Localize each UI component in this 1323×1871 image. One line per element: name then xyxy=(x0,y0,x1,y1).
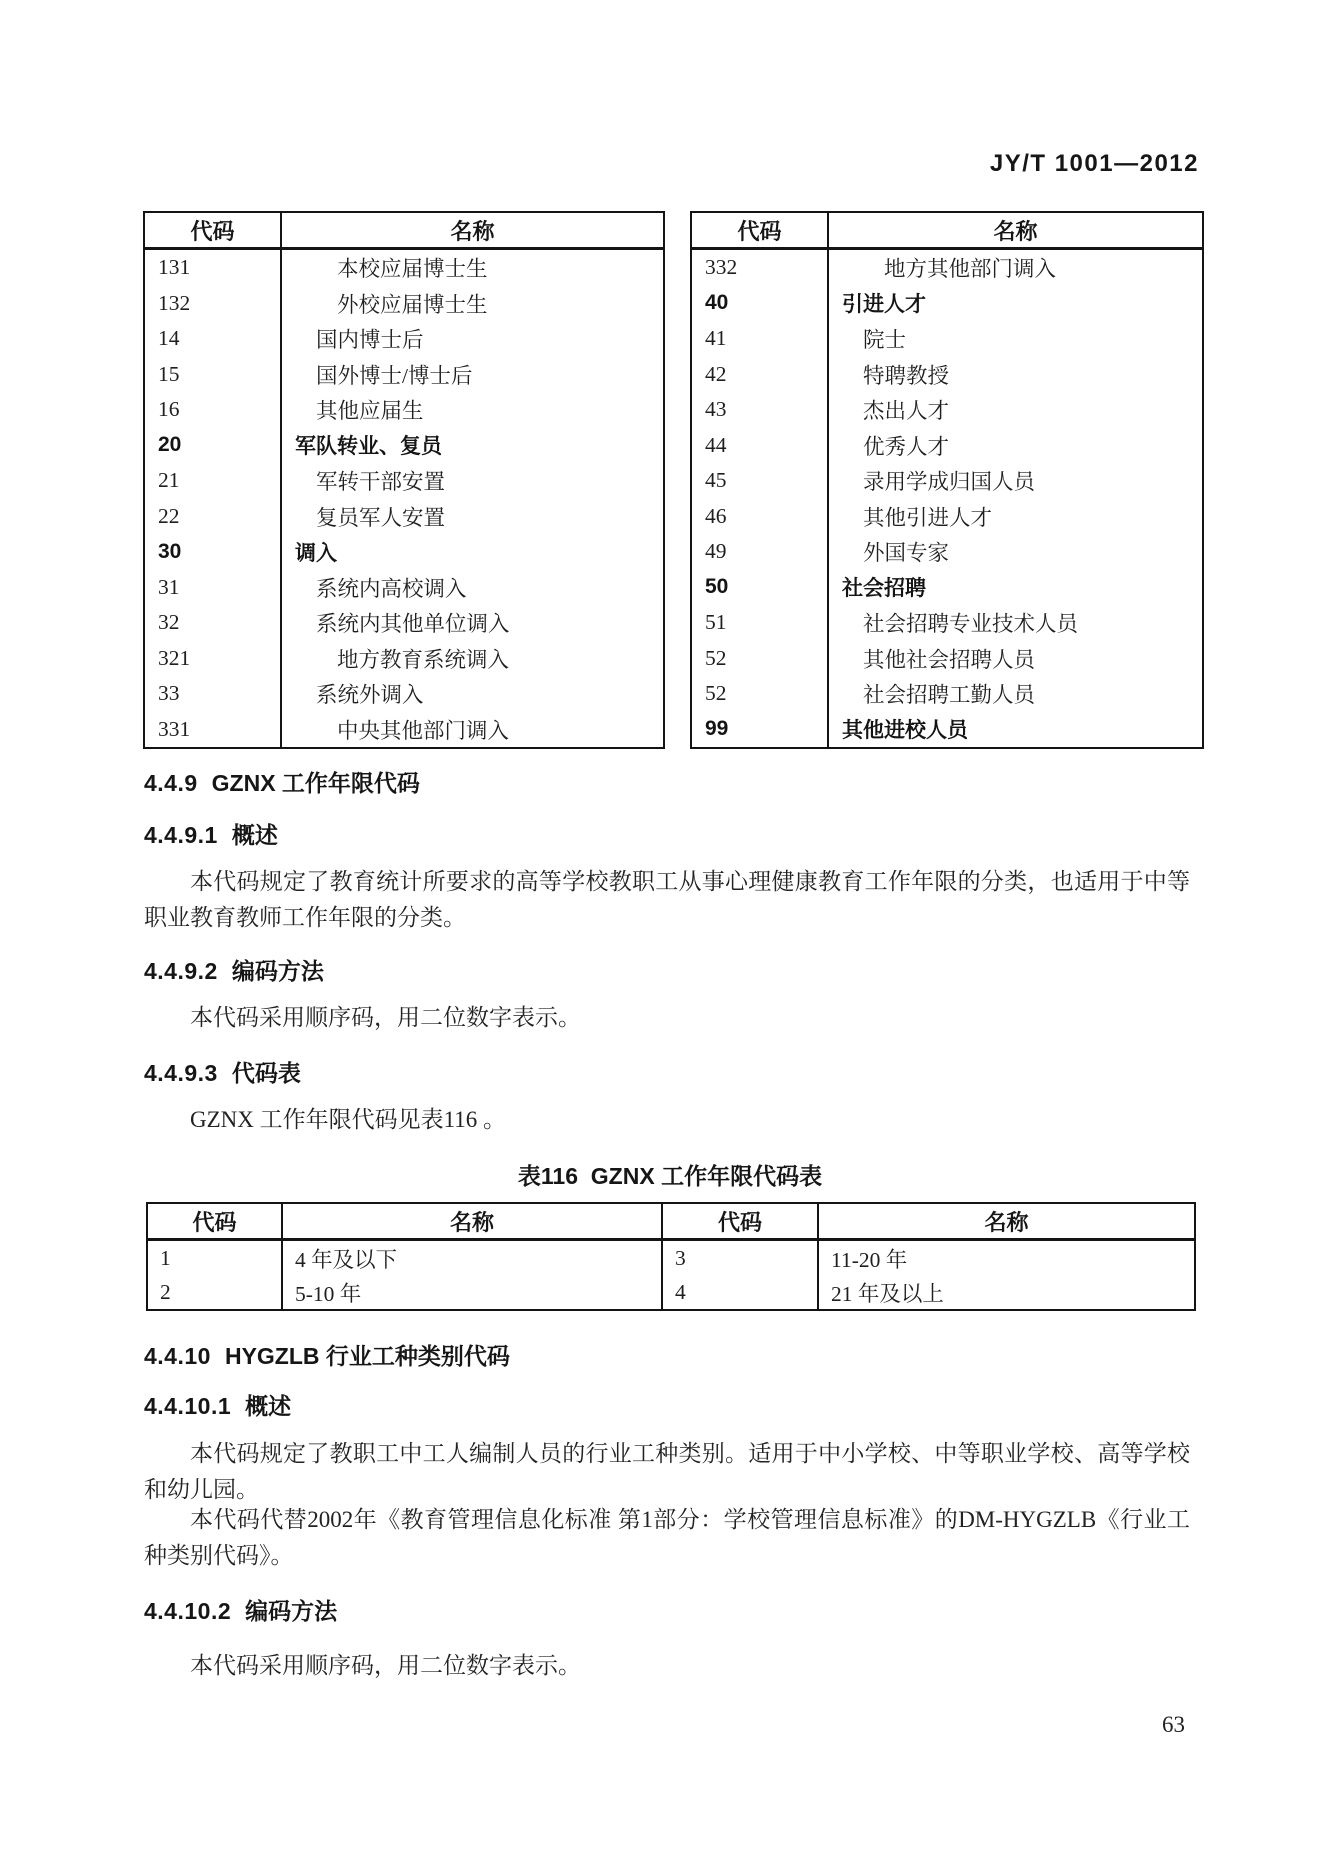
name-cell: 中央其他部门调入 xyxy=(337,718,510,743)
section-heading-4-4-10 xyxy=(144,1341,510,1371)
code-cell: 2 xyxy=(148,1275,283,1309)
name-cell: 21 年及以上 xyxy=(831,1281,944,1306)
name-cell: 特聘教授 xyxy=(863,363,950,388)
code-cell: 16 xyxy=(145,392,282,428)
table-row xyxy=(145,428,663,464)
name-cell: 军队转业、复员 xyxy=(295,435,442,459)
section-number: 4.4.9.3 xyxy=(144,1060,218,1086)
section-title: 代码表 xyxy=(231,1060,301,1086)
section-title: 编码方法 xyxy=(245,1598,338,1624)
name-cell: 其他引进人才 xyxy=(863,505,993,530)
code-cell: 21 xyxy=(145,463,282,499)
column-header-code: 代码 xyxy=(148,1204,283,1238)
section-number: 4.4.10.1 xyxy=(144,1393,232,1419)
section-heading-4-4-10-2 xyxy=(144,1596,337,1626)
code-cell: 321 xyxy=(145,641,282,677)
section-number: 4.4.9 xyxy=(144,770,198,796)
code-cell: 332 xyxy=(692,250,829,286)
section-number: 4.4.9.1 xyxy=(144,822,218,848)
table-row xyxy=(148,1275,1194,1309)
table-row xyxy=(145,321,663,357)
table-row xyxy=(692,641,1202,677)
name-cell: 国外博士/博士后 xyxy=(316,363,473,388)
section-title: HYGZLB 行业工种类别代码 xyxy=(224,1343,510,1369)
name-cell: 4 年及以下 xyxy=(283,1241,663,1275)
section-title: 编码方法 xyxy=(231,958,324,984)
name-cell: 系统内其他单位调入 xyxy=(316,612,510,637)
code-cell: 44 xyxy=(692,428,829,464)
section-heading-4-4-9 xyxy=(144,768,420,798)
table-row xyxy=(145,605,663,641)
code-cell: 132 xyxy=(145,286,282,322)
table-row xyxy=(145,641,663,677)
section-heading-4-4-9-2 xyxy=(144,956,324,986)
section-number: 4.4.9.2 xyxy=(144,958,218,984)
code-cell: 131 xyxy=(145,250,282,286)
name-cell: 国内博士后 xyxy=(316,328,424,353)
code-cell: 43 xyxy=(692,392,829,428)
code-cell: 49 xyxy=(692,534,829,570)
standard-number: JY/T 1001—2012 xyxy=(989,150,1199,177)
table-row xyxy=(692,392,1202,428)
name-cell: 其他应届生 xyxy=(316,399,424,424)
table-row xyxy=(145,286,663,322)
table-row xyxy=(692,605,1202,641)
name-cell: 系统内高校调入 xyxy=(316,576,467,601)
code-tables xyxy=(143,211,1204,749)
name-cell: 外国专家 xyxy=(863,541,950,566)
code-cell: 41 xyxy=(692,321,829,357)
table-caption-label: 表116 xyxy=(517,1163,579,1189)
section-title: 概述 xyxy=(245,1393,292,1419)
name-cell: 11-20 年 xyxy=(831,1247,908,1272)
column-header-name: 名称 xyxy=(283,1204,663,1238)
name-cell: 系统外调入 xyxy=(316,683,424,708)
code-cell: 46 xyxy=(692,499,829,535)
table-row xyxy=(692,357,1202,393)
paragraph-overview-gznx: 本代码规定了教育统计所要求的高等学校教职工从事心理健康教育工作年限的分类，也适用于中等职业教育教师工作年限的分类。 xyxy=(144,869,1190,930)
table-row xyxy=(145,712,663,748)
code-cell: 1 xyxy=(148,1241,283,1275)
name-cell: 地方教育系统调入 xyxy=(337,647,510,672)
page-number: 63 xyxy=(1162,1712,1185,1737)
code-cell: 45 xyxy=(692,463,829,499)
table-116-caption xyxy=(144,1158,1196,1191)
name-cell: 复员军人安置 xyxy=(316,505,446,530)
table-row xyxy=(692,463,1202,499)
name-cell: 其他进校人员 xyxy=(842,719,968,743)
table-116 xyxy=(146,1202,1196,1311)
name-cell: 调入 xyxy=(295,541,337,565)
code-cell: 52 xyxy=(692,641,829,677)
table-row xyxy=(145,534,663,570)
code-table-right xyxy=(690,211,1204,749)
name-cell: 社会招聘 xyxy=(842,577,926,601)
section-number: 4.4.10.2 xyxy=(144,1598,232,1624)
code-cell: 30 xyxy=(145,534,282,570)
table-row xyxy=(692,676,1202,712)
table-row xyxy=(145,463,663,499)
paragraph-coding-method-hygzlb: 本代码采用顺序码，用二位数字表示。 xyxy=(190,1653,581,1678)
code-cell: 3 xyxy=(663,1241,819,1275)
code-cell: 20 xyxy=(145,428,282,464)
table-header-row xyxy=(145,213,663,250)
code-cell: 50 xyxy=(692,570,829,606)
table-row xyxy=(692,499,1202,535)
code-cell: 99 xyxy=(692,712,829,748)
code-cell: 52 xyxy=(692,676,829,712)
table-row xyxy=(145,250,663,286)
name-cell: 引进人才 xyxy=(842,293,926,317)
section-title: GZNX 工作年限代码 xyxy=(211,770,420,796)
paragraph-overview-hygzlb-1: 本代码规定了教职工中工人编制人员的行业工种类别。适用于中小学校、中等职业学校、高等学校和幼儿园。 xyxy=(144,1441,1190,1502)
table-body xyxy=(692,250,1202,747)
table-row xyxy=(145,392,663,428)
table-row xyxy=(692,250,1202,286)
column-header-name: 名称 xyxy=(984,1209,1029,1235)
table-row xyxy=(692,428,1202,464)
section-number: 4.4.10 xyxy=(144,1343,211,1369)
name-cell: 优秀人才 xyxy=(863,434,950,459)
code-cell: 22 xyxy=(145,499,282,535)
table-row xyxy=(145,676,663,712)
section-title: 概述 xyxy=(231,822,278,848)
column-header-name: 名称 xyxy=(993,218,1038,244)
table-row xyxy=(692,712,1202,748)
section-heading-4-4-9-3 xyxy=(144,1058,301,1088)
code-cell: 331 xyxy=(145,712,282,748)
code-cell: 51 xyxy=(692,605,829,641)
table-row xyxy=(145,499,663,535)
table-row xyxy=(145,570,663,606)
paragraph-overview-hygzlb-2: 本代码代替2002年《教育管理信息化标准 第1部分：学校管理信息标准》的DM-HYGZLB《行业工种类别代码》。 xyxy=(144,1507,1190,1568)
name-cell: 杰出人才 xyxy=(863,399,950,424)
table-row xyxy=(692,570,1202,606)
table-caption-title: GZNX 工作年限代码表 xyxy=(590,1163,823,1189)
section-heading-4-4-9-1 xyxy=(144,820,278,850)
name-cell: 地方其他部门调入 xyxy=(884,257,1057,282)
name-cell: 5-10 年 xyxy=(283,1275,663,1309)
table-header-row xyxy=(692,213,1202,250)
name-cell: 军转干部安置 xyxy=(316,470,446,495)
code-cell: 42 xyxy=(692,357,829,393)
table-row xyxy=(148,1241,1194,1275)
code-cell: 15 xyxy=(145,357,282,393)
table-body xyxy=(148,1241,1194,1309)
code-cell: 33 xyxy=(145,676,282,712)
name-cell: 录用学成归国人员 xyxy=(863,470,1036,495)
name-cell: 社会招聘专业技术人员 xyxy=(863,612,1079,637)
code-table-left xyxy=(143,211,665,749)
code-cell: 40 xyxy=(692,286,829,322)
code-cell: 32 xyxy=(145,605,282,641)
code-cell: 31 xyxy=(145,570,282,606)
name-cell: 院士 xyxy=(863,328,907,353)
column-header-code: 代码 xyxy=(145,213,282,247)
section-heading-4-4-10-1 xyxy=(144,1391,291,1421)
table-row xyxy=(692,286,1202,322)
table-header-row xyxy=(148,1204,1194,1241)
table-row xyxy=(692,321,1202,357)
column-header-name: 名称 xyxy=(450,218,495,244)
table-body xyxy=(145,250,663,747)
name-cell: 本校应届博士生 xyxy=(337,257,488,282)
code-cell: 4 xyxy=(663,1275,819,1309)
paragraph-coding-method-gznx: 本代码采用顺序码，用二位数字表示。 xyxy=(190,1005,581,1030)
name-cell: 社会招聘工勤人员 xyxy=(863,683,1036,708)
paragraph-see-table-116: GZNX 工作年限代码见表116 。 xyxy=(190,1107,507,1132)
column-header-code: 代码 xyxy=(692,213,829,247)
column-header-code: 代码 xyxy=(663,1204,819,1238)
table-row xyxy=(692,534,1202,570)
name-cell: 其他社会招聘人员 xyxy=(863,647,1036,672)
table-row xyxy=(145,357,663,393)
name-cell: 外校应届博士生 xyxy=(337,292,488,317)
code-cell: 14 xyxy=(145,321,282,357)
